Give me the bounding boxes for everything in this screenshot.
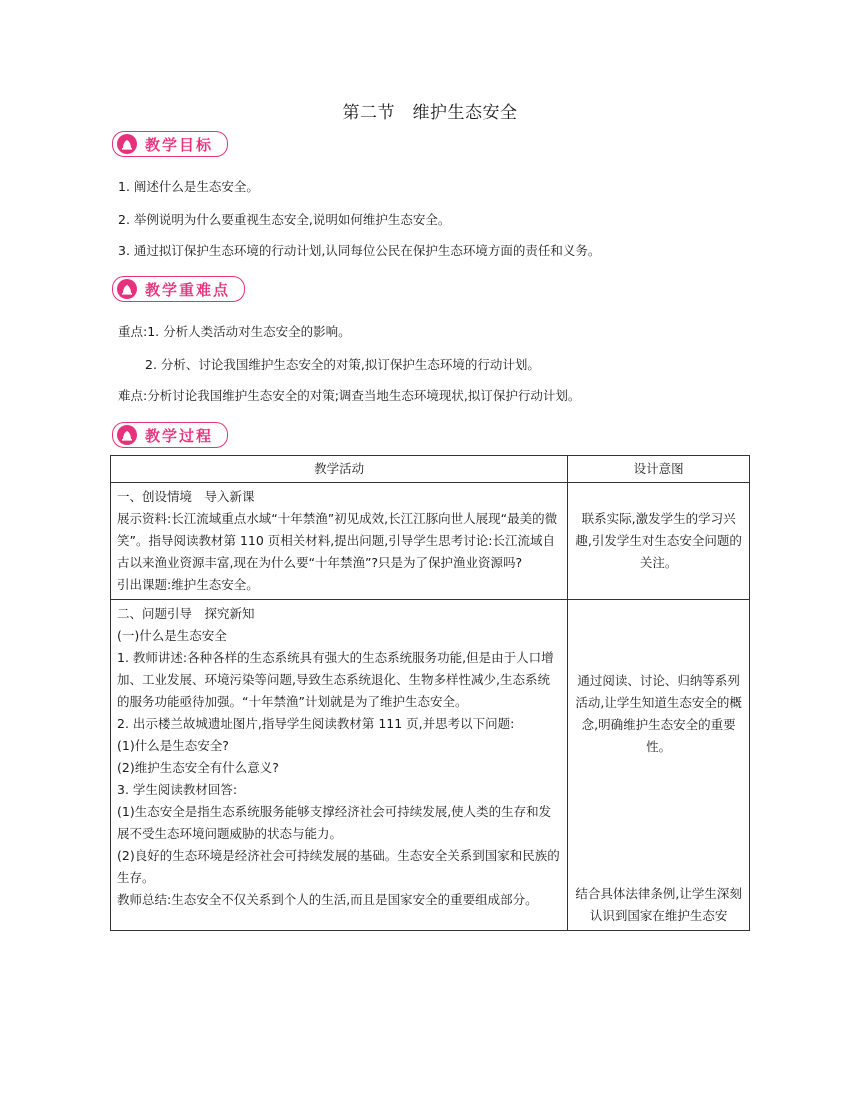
activity-line: 一、创设情境 导入新课 — [117, 489, 255, 504]
section-heading: 教学重难点 — [145, 280, 231, 299]
activity-line: (1)什么是生态安全? — [117, 738, 229, 753]
section-heading: 教学目标 — [145, 135, 214, 154]
hand-icon — [117, 425, 137, 445]
key-point: 重点:1. 分析人类活动对生态安全的影响。 — [118, 324, 351, 339]
activity-line: 二、问题引导 探究新知 — [117, 606, 255, 621]
teaching-process-table — [110, 455, 750, 931]
activity-line: (一)什么是生态安全 — [117, 628, 227, 643]
hand-icon — [117, 279, 137, 299]
activity-cell — [111, 600, 568, 931]
intent-text: 通过阅读、讨论、归纳等系列活动,让学生知道生态安全的概念,明确维护生态安全的重要性。 — [575, 673, 742, 754]
difficult-point: 难点:分析讨论我国维护生态安全的对策;调查当地生态环境现状,拟订保护行动计划。 — [118, 388, 581, 403]
section-heading: 教学过程 — [145, 426, 214, 445]
activity-line: 1. 教师讲述:各种各样的生态系统具有强大的生态系统服务功能,但是由于人口增加、工业发展、环境污染等问题,导致生态系统退化、生物多样性减少,生态系统的服务功能亟待加强。“十年禁渔”计划就是为了维护生态安全。 — [117, 650, 554, 709]
activity-line: 展示资料:长江流域重点水域“十年禁渔”初见成效,长江江豚向世人展现“最美的微笑”。指导阅读教材第 110 页相关材料,提出问题,引导学生思考讨论:长江流域自古以来渔业资源丰富,现在为什么要“十年禁渔”?只是为了保护渔业资源吗? — [117, 511, 558, 570]
page-title: 第二节 维护生态安全 — [342, 103, 518, 123]
key-point: 2. 分析、讨论我国维护生态安全的对策,拟订保护生态环境的行动计划。 — [145, 357, 540, 372]
objective-item: 1. 阐述什么是生态安全。 — [118, 179, 259, 194]
objective-item: 2. 举例说明为什么要重视生态安全,说明如何维护生态安全。 — [118, 212, 451, 227]
activity-line: (2)良好的生态环境是经济社会可持续发展的基础。生态安全关系到国家和民族的生存。 — [117, 848, 560, 885]
activity-line: 教师总结:生态安全不仅关系到个人的生活,而且是国家安全的重要组成部分。 — [117, 892, 538, 907]
objective-item: 3. 通过拟订保护生态环境的行动计划,认同每位公民在保护生态环境方面的责任和义务。 — [118, 243, 601, 258]
hand-icon — [117, 134, 137, 154]
activity-line: (1)生态安全是指生态系统服务能够支撑经济社会可持续发展,使人类的生存和发展不受生态环境问题威胁的状态与能力。 — [117, 804, 552, 841]
header-activity: 教学活动 — [111, 456, 568, 483]
activity-line: 2. 出示楼兰故城遗址图片,指导学生阅读教材第 111 页,并思考以下问题: — [117, 716, 515, 731]
section-badge-process — [112, 422, 228, 448]
intent-text: 结合具体法律条例,让学生深刻认识到国家在维护生态安 — [575, 886, 742, 923]
table-row — [111, 600, 750, 931]
activity-line: 引出课题:维护生态安全。 — [117, 577, 259, 592]
intent-cell: 联系实际,激发学生的学习兴趣,引发学生对生态安全问题的关注。 — [568, 483, 750, 600]
header-intent: 设计意图 — [568, 456, 750, 483]
intent-cell — [568, 600, 750, 931]
table-row — [111, 483, 750, 600]
section-badge-keypoints — [112, 276, 245, 302]
activity-cell — [111, 483, 568, 600]
section-badge-objectives — [112, 131, 228, 157]
activity-line: (2)维护生态安全有什么意义? — [117, 760, 279, 775]
activity-line: 3. 学生阅读教材回答: — [117, 782, 238, 797]
